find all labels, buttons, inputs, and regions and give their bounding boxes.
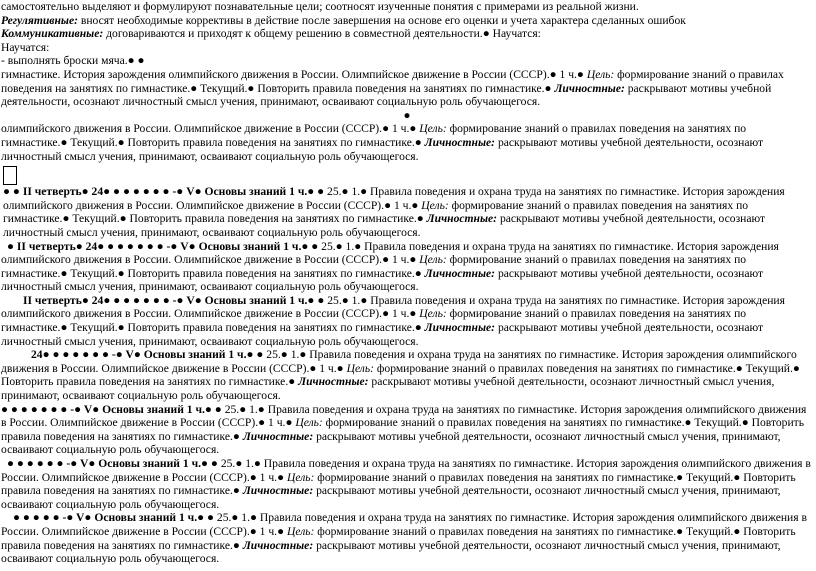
lesson-paragraph-3 <box>1 185 813 239</box>
lesson-text: раскрывают мотивы учебной деятельности, осознают личностный смысл учения, принимают, осваивают социальную роль обучающегося. <box>1 266 764 294</box>
personal-label: Личностные: <box>424 135 496 149</box>
intro-line: самостоятельно выделяют и формулируют познавательные цели; соотносят изученные понятия с примерами из реальной жизни. <box>1 0 639 13</box>
lesson-text: 25.● 1.● Правила поведения и охрана труда на занятиях по гимнастике. История зарождения олимпийского движения в России. Олимпийское движение в России (СССР).● 1 ч.● <box>1 402 807 430</box>
goal-label: Цель: <box>286 524 315 538</box>
goal-label: Цель: <box>419 122 447 136</box>
goal-label: Цель: <box>286 470 315 484</box>
quarter-heading: II четверть● 24● ● ● ● ● ● ● -● V● Основы знаний 1 ч.● ● <box>16 239 319 253</box>
personal-label: Личностные: <box>242 484 314 498</box>
personal-label: Личностные: <box>242 429 314 443</box>
quarter-heading: II четверть● 24● ● ● ● ● ● ● -● V● Основы знаний 1 ч.● ● <box>22 185 325 199</box>
lesson-paragraph-9 <box>1 511 813 565</box>
quarter-heading: II четверть● 24● ● ● ● ● ● ● -● V● Основы знаний 1 ч.● ● <box>23 293 325 307</box>
lesson-text: 25.● 1.● Правила поведения и охрана труда на занятиях по гимнастике. История зарождения олимпийского движения в России. Олимпийское движение в России (СССР).● 1 ч.● <box>1 348 797 375</box>
lesson-text: гимнастике. История зарождения олимпийского движения в России. Олимпийское движение в России (СССР).● 1 ч.● <box>1 67 587 81</box>
lesson-text: раскрывают мотивы учебной деятельности, осознают личностный смысл учения, принимают, осваивают социальную роль обучающегося. <box>1 321 764 348</box>
regulative-label: Регулятивные: <box>1 13 78 27</box>
lesson-text: раскрывают мотивы учебной деятельности, осознают личностный смысл учения, принимают, осваивают социальную роль обучающегося. <box>1 375 775 403</box>
personal-label: Личностные: <box>424 321 496 335</box>
lesson-text: формирование знаний о правилах поведения на занятиях по гимнастике.● Текущий.● Повторить правила поведения на занятиях по гимнастике.● <box>1 524 796 552</box>
personal-label: Личностные: <box>298 375 369 389</box>
learn-heading: Научатся: <box>1 40 50 54</box>
lesson-text: раскрывают мотивы учебной деятельности, осознают личностный смысл учения, принимают, осваивают социальную роль обучающегося. <box>1 135 764 163</box>
knowledge-heading: ● ● ● ● ● -● V● Основы знаний 1 ч.● ● <box>13 511 215 525</box>
lesson-text: формирование знаний о правилах поведения на занятиях по гимнастике.● Текущий.● Повторить правила поведения на занятиях по гимнастике.● <box>1 307 747 335</box>
lesson-text: формирование знаний о правилах поведения на занятиях по гимнастике.● Текущий.● Повторить правила поведения на занятиях по гимнастике.● <box>1 416 805 443</box>
goal-label: Цель: <box>421 198 449 212</box>
lesson-text: раскрывают мотивы учебной деятельности, осознают личностный смысл учения, принимают, осваивают социальную роль обучающегося. <box>1 484 781 511</box>
communicative-text: договариваются и приходят к общему решению в совместной деятельности.● Научатся: <box>103 27 541 41</box>
communicative-paragraph <box>1 27 813 41</box>
lesson-paragraph-8 <box>1 457 813 511</box>
lesson-text: формирование знаний о правилах поведения на занятиях по гимнастике.● Текущий.● Повторить правила поведения на занятиях по гимнастике.● <box>1 67 784 95</box>
lesson-paragraph-2 <box>1 122 813 163</box>
lesson-text: 25.● 1.● Правила поведения и охрана труда на занятиях по гимнастике. История зарождения олимпийского движения в России. Олимпийское движение в России (СССР).● 1 ч.● <box>1 511 807 538</box>
personal-label: Личностные: <box>426 212 498 226</box>
personal-label: Личностные: <box>242 538 314 552</box>
lesson-paragraph-4 <box>1 240 813 294</box>
lesson-paragraph-1 <box>1 68 813 109</box>
bullet-prefix: ● <box>7 239 17 253</box>
regulative-paragraph <box>1 14 813 28</box>
bullet-dot: ● <box>403 108 411 122</box>
lesson-text: 25.● 1.● Правила поведения и охрана труда на занятиях по гимнастике. История зарождения олимпийского движения в России. Олимпийское движение в России (СССР).● 1 ч.● <box>1 293 785 321</box>
lesson-text: формирование знаний о правилах поведения на занятиях по гимнастике.● Текущий.● Повторить правила поведения на занятиях по гимнастике.● <box>1 470 796 498</box>
bullet-prefix: ● ● <box>3 185 23 199</box>
knowledge-heading: ● ● ● ● ● ● -● V● Основы знаний 1 ч.● ● <box>7 457 218 470</box>
empty-frame <box>3 166 17 185</box>
personal-label: Личностные: <box>424 266 496 280</box>
lesson-text: раскрывают мотивы учебной деятельности, осознают личностный смысл учения, принимают, осваивают социальную роль обучающегося. <box>1 429 781 457</box>
communicative-label: Коммуникативные: <box>1 27 104 41</box>
lesson-text: формирование знаний о правилах поведения на занятиях по гимнастике.● Текущий.● Повторить правила поведения на занятиях по гимнастике.● <box>1 122 747 149</box>
personal-label: Личностные: <box>554 81 625 95</box>
regulative-text: вносят необходимые коррективы в действие после завершения на основе его оценки и учета характера сделанных ошибок <box>77 13 686 27</box>
lesson-text: раскрывают мотивы учебной деятельности, осознают личностный смысл учения, принимают, осваивают социальную роль обучающегося. <box>1 81 772 109</box>
lesson-paragraph-6 <box>1 348 813 402</box>
lesson-paragraph-7 <box>1 403 813 457</box>
goal-label: Цель: <box>346 361 374 375</box>
lesson-text: 25.● 1.● Правила поведения и охрана труда на занятиях по гимнастике. История зарождения олимпийского движения в России. Олимпийское движение в России (СССР).● 1 ч.● <box>1 457 811 484</box>
lesson-text: формирование знаний о правилах поведения на занятиях по гимнастике.● Текущий.● Повторить правила поведения на занятиях по гимнастике.● <box>1 361 800 389</box>
lesson-text: раскрывают мотивы учебной деятельности, осознают личностный смысл учения, принимают, осваивают социальную роль обучающегося. <box>1 538 781 566</box>
goal-label: Цель: <box>419 253 447 267</box>
lesson-text: раскрывают мотивы учебной деятельности, осознают личностный смысл учения, принимают, осваивают социальную роль обучающегося. <box>3 212 766 239</box>
lesson-paragraph-5 <box>1 294 813 348</box>
lesson-text: формирование знаний о правилах поведения на занятиях по гимнастике.● Текущий.● Повторить правила поведения на занятиях по гимнастике.● <box>3 198 749 226</box>
throws-line: - выполнять броски мяча.● ● <box>1 54 145 68</box>
lesson-text: 25.● 1.● Правила поведения и охрана труда на занятиях по гимнастике. История зарождения олимпийского движения в России. Олимпийское движение в России (СССР).● 1 ч.● <box>3 185 785 212</box>
goal-label: Цель: <box>295 416 323 430</box>
lesson-text: олимпийского движения в России. Олимпийское движение в России (СССР).● 1 ч.● <box>1 122 420 136</box>
knowledge-heading: ● ● ● ● ● ● ● -● V● Основы знаний 1 ч.● ● <box>1 402 222 416</box>
week-heading: 24● ● ● ● ● ● ● -● V● Основы знаний 1 ч.● ● <box>31 348 264 362</box>
lesson-text: 25.● 1.● Правила поведения и охрана труда на занятиях по гимнастике. История зарождения олимпийского движения в России. Олимпийское движение в России (СССР).● 1 ч.● <box>1 239 779 267</box>
lesson-text: формирование знаний о правилах поведения на занятиях по гимнастике.● Текущий.● Повторить правила поведения на занятиях по гимнастике.● <box>1 253 747 280</box>
goal-label: Цель: <box>419 307 447 321</box>
goal-label: Цель: <box>586 67 615 81</box>
